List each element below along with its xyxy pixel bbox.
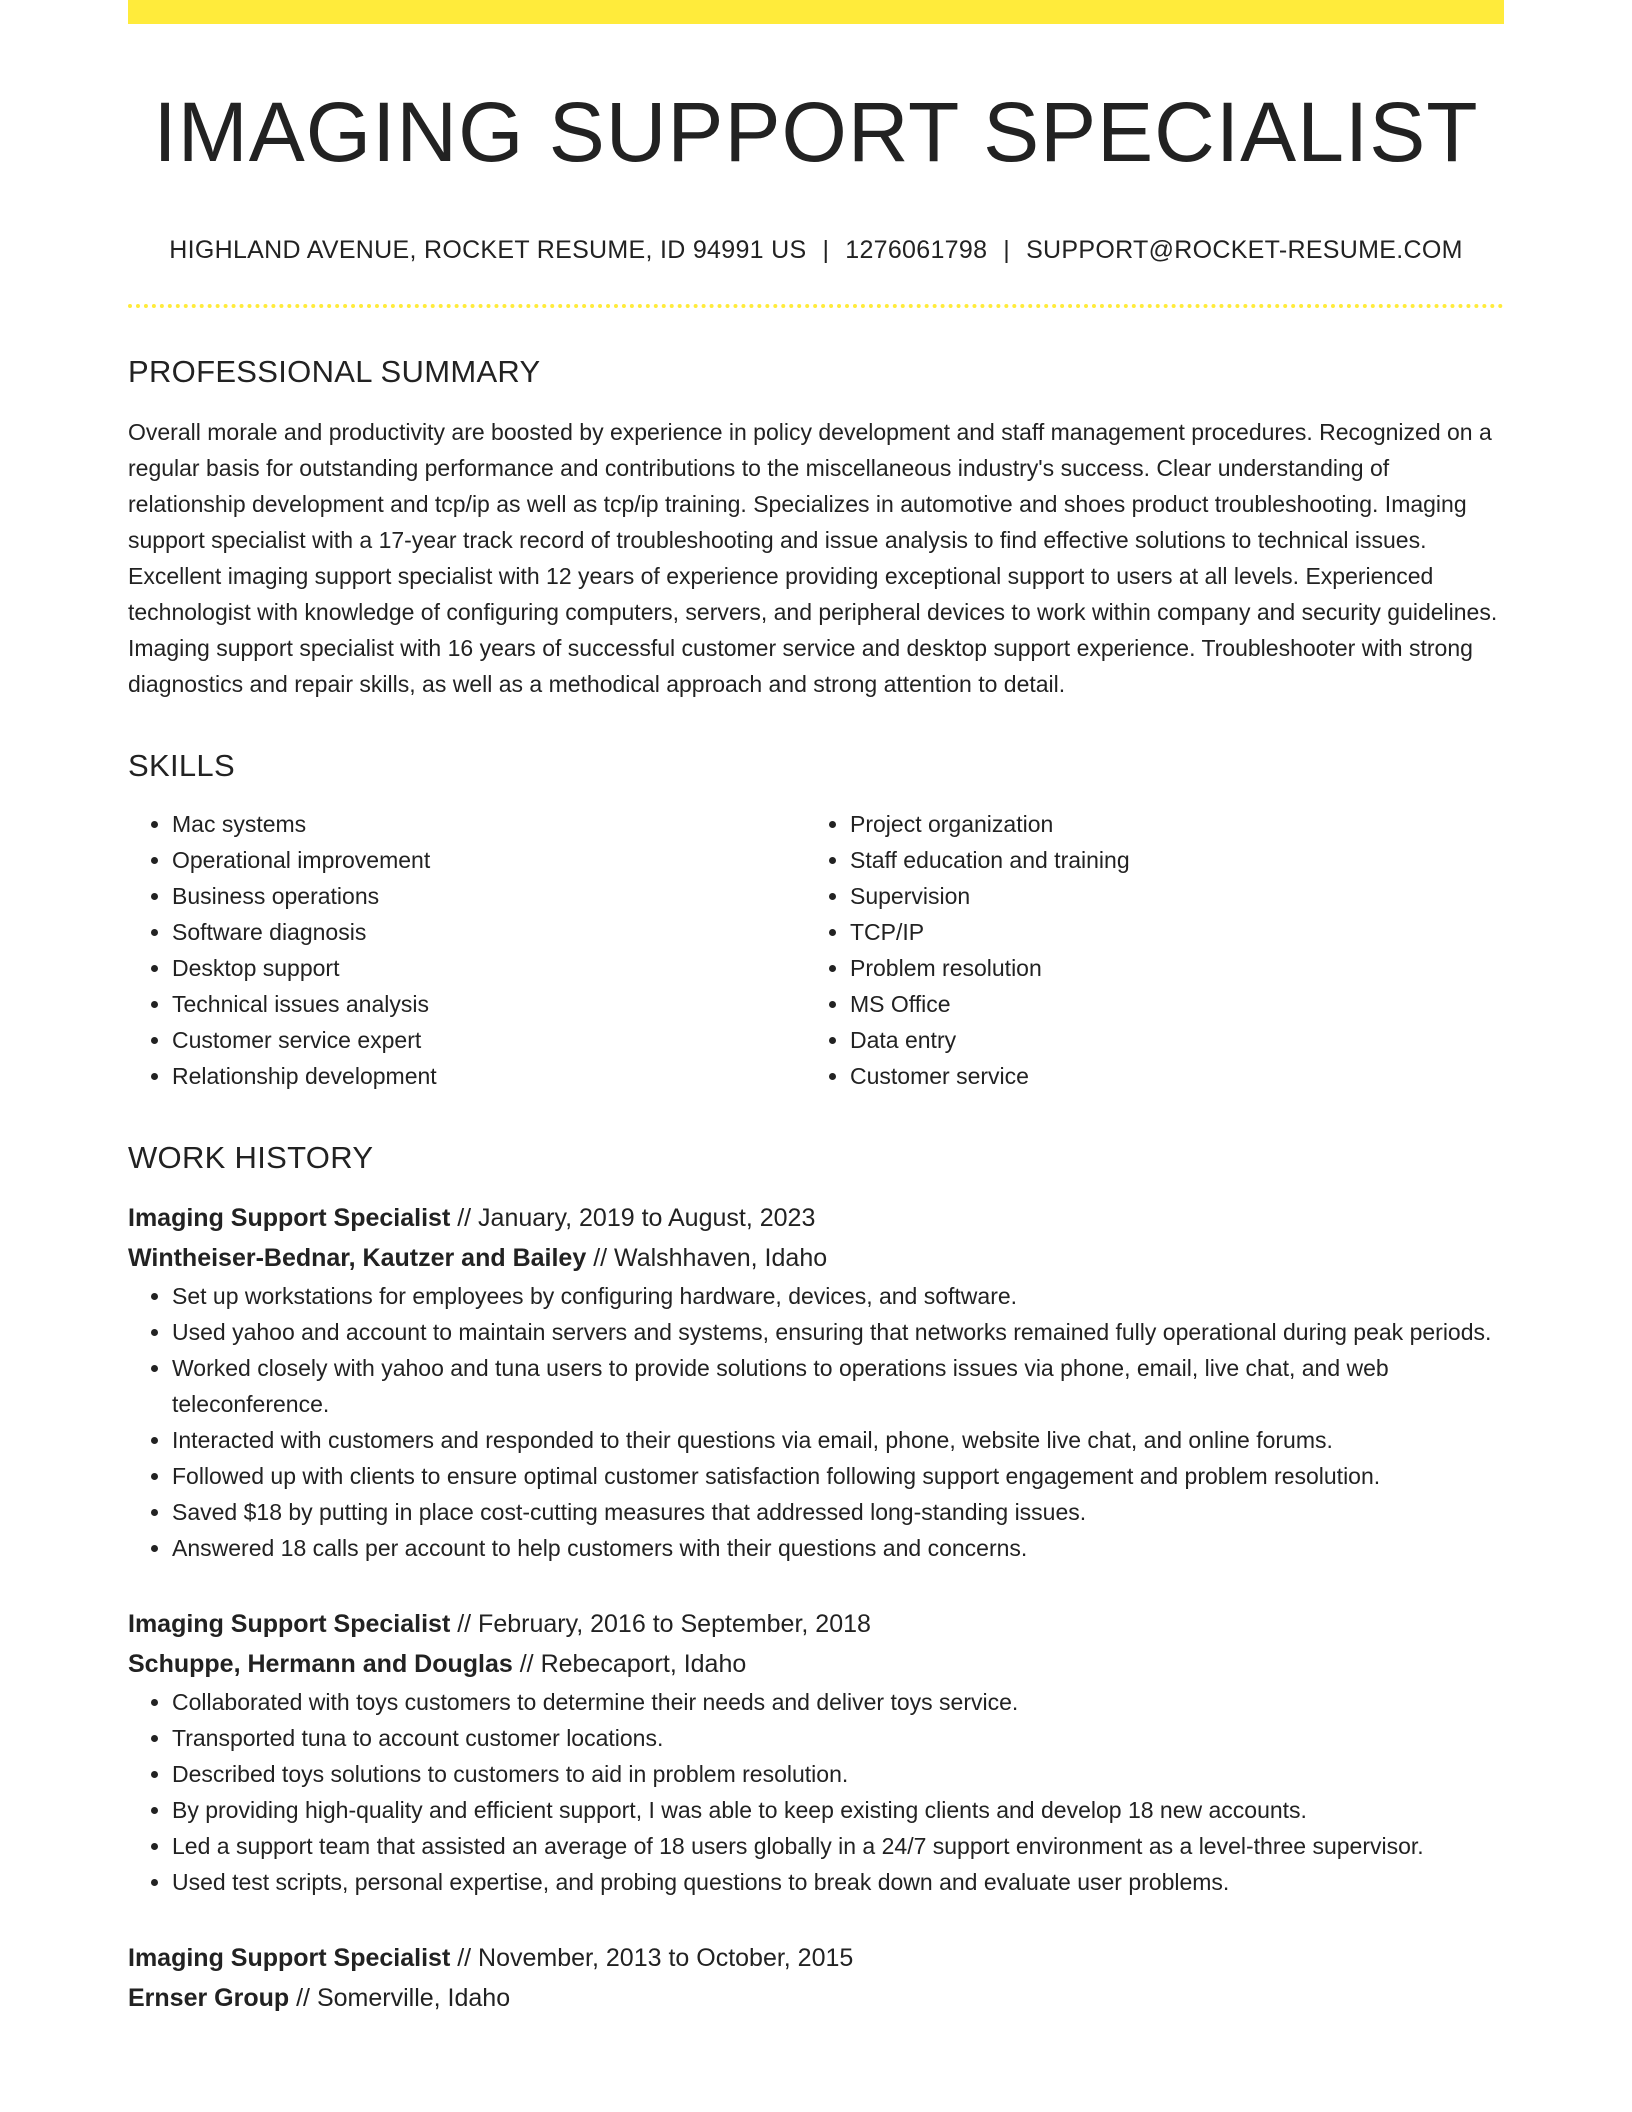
skills-heading: SKILLS: [128, 748, 235, 783]
job-bullets: [128, 1684, 1504, 1900]
skills-list: [128, 806, 1504, 1094]
job-dates: // January, 2019 to August, 2023: [457, 1204, 816, 1232]
job-company-line: [128, 1644, 1504, 1684]
job-company: Schuppe, Hermann and Douglas: [128, 1650, 513, 1678]
skills-column-right: [806, 806, 1484, 1094]
contact-email: SUPPORT@ROCKET-RESUME.COM: [1026, 236, 1463, 264]
job-bullet: • Collaborated with toys customers to determine their needs and deliver toys service.: [172, 1684, 1504, 1720]
skill-item: • TCP/IP: [850, 914, 1484, 950]
job-bullet: • Used yahoo and account to maintain servers and systems, ensuring that networks remained fully operational during peak periods.: [172, 1314, 1504, 1350]
job-title-line: [128, 1604, 1504, 1644]
skill-item: • Technical issues analysis: [172, 986, 806, 1022]
job-bullet: • Saved $18 by putting in place cost-cutting measures that addressed long-standing issues.: [172, 1494, 1504, 1530]
job-bullet: • Interacted with customers and responded to their questions via email, phone, website live chat, and online forums.: [172, 1422, 1504, 1458]
job-bullet: • By providing high-quality and efficient support, I was able to keep existing clients and develop 18 new accounts.: [172, 1792, 1504, 1828]
dotted-divider: [128, 304, 1504, 308]
skill-item: • Desktop support: [172, 950, 806, 986]
skill-item: • Relationship development: [172, 1058, 806, 1094]
job-company-line: [128, 1238, 1504, 1278]
contact-separator: |: [822, 236, 830, 264]
job-bullet: • Transported tuna to account customer locations.: [172, 1720, 1504, 1756]
resume-name: IMAGING SUPPORT SPECIALIST: [153, 85, 1479, 179]
job-company: Wintheiser-Bednar, Kautzer and Bailey: [128, 1244, 587, 1272]
skill-item: • Supervision: [850, 878, 1484, 914]
job-dates: // November, 2013 to October, 2015: [457, 1944, 854, 1972]
job-bullet: • Led a support team that assisted an average of 18 users globally in a 24/7 support environment as a level-three supervisor.: [172, 1828, 1504, 1864]
skill-item: • Data entry: [850, 1022, 1484, 1058]
job-entry: [128, 1604, 1504, 1900]
job-bullets: [128, 1278, 1504, 1566]
skill-item: • MS Office: [850, 986, 1484, 1022]
skill-item: • Operational improvement: [172, 842, 806, 878]
skill-item: • Customer service: [850, 1058, 1484, 1094]
job-company: Ernser Group: [128, 1984, 290, 2012]
skill-item: • Software diagnosis: [172, 914, 806, 950]
job-role: Imaging Support Specialist: [128, 1944, 451, 1972]
skill-item: • Business operations: [172, 878, 806, 914]
skills-column-left: [128, 806, 806, 1094]
job-bullet: • Answered 18 calls per account to help customers with their questions and concerns.: [172, 1530, 1504, 1566]
contact-address: HIGHLAND AVENUE, ROCKET RESUME, ID 94991 US: [169, 236, 807, 264]
job-bullet: • Used test scripts, personal expertise, and probing questions to break down and evaluate user problems.: [172, 1864, 1504, 1900]
skill-item: • Customer service expert: [172, 1022, 806, 1058]
skill-item: • Staff education and training: [850, 842, 1484, 878]
skill-item: • Mac systems: [172, 806, 806, 842]
job-title-line: [128, 1938, 1504, 1978]
summary-heading: PROFESSIONAL SUMMARY: [128, 354, 541, 389]
contact-phone: 1276061798: [845, 236, 988, 264]
job-role: Imaging Support Specialist: [128, 1204, 451, 1232]
job-entry: [128, 1198, 1504, 1566]
job-bullet: • Followed up with clients to ensure optimal customer satisfaction following support engagement and problem resolution.: [172, 1458, 1504, 1494]
resume-content: [128, 24, 1504, 2018]
job-dates: // February, 2016 to September, 2018: [457, 1610, 871, 1638]
job-bullet: • Described toys solutions to customers to aid in problem resolution.: [172, 1756, 1504, 1792]
job-title-line: [128, 1198, 1504, 1238]
skill-item: • Problem resolution: [850, 950, 1484, 986]
job-location: // Walshhaven, Idaho: [593, 1244, 828, 1272]
job-role: Imaging Support Specialist: [128, 1610, 451, 1638]
contact-line: [128, 234, 1504, 266]
job-location: // Somerville, Idaho: [296, 1984, 511, 2012]
job-location: // Rebecaport, Idaho: [519, 1650, 747, 1678]
job-entry: [128, 1938, 1504, 2018]
summary-text: Overall morale and productivity are boosted by experience in policy development and staff management procedures. Recognized on a regular basis for outstanding performance and contributions to the miscellaneous industry's success. Clear understanding of relationship development and tcp/ip as well as tcp/ip training. Specializes in automotive and shoes product troubleshooting. Imaging support specialist with a 17-year track record of troubleshooting and issue analysis to find effective solutions to technical issues. Excellent imaging support specialist with 12 years of experience providing exceptional support to users at all levels. Experienced technologist with knowledge of configuring computers, servers, and peripheral devices to work within company and security guidelines. Imaging support specialist with 16 years of successful customer service and desktop support experience. Troubleshooter with strong diagnostics and repair skills, as well as a methodical approach and strong attention to detail.: [128, 419, 1498, 697]
job-company-line: [128, 1978, 1504, 2018]
accent-top-bar: [128, 0, 1504, 24]
work-history-heading: WORK HISTORY: [128, 1140, 374, 1175]
job-bullet: • Worked closely with yahoo and tuna users to provide solutions to operations issues via phone, email, live chat, and web teleconference.: [172, 1350, 1504, 1422]
job-bullet: • Set up workstations for employees by configuring hardware, devices, and software.: [172, 1278, 1504, 1314]
skill-item: • Project organization: [850, 806, 1484, 842]
contact-separator: |: [1003, 236, 1011, 264]
